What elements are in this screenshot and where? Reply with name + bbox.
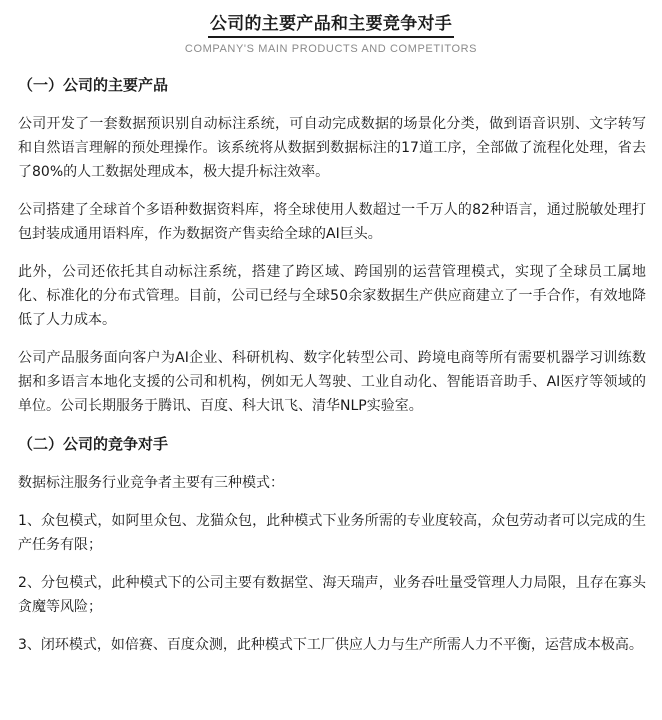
paragraph: 公司产品服务面向客户为AI企业、科研机构、数字化转型公司、跨境电商等所有需要机器学习训练数据和多语言本地化支援的公司和机构，例如无人驾驶、工业自动化、智能语音助手、AI医疗等领域的单位。公司长期服务于腾讯、百度、科大讯飞、清华NLP实验室。	[18, 350, 646, 414]
paragraph: 3、闭环模式，如倍赛、百度众测，此种模式下工厂供应人力与生产所需人力不平衡，运营成本极高。	[18, 637, 643, 653]
paragraph: 数据标注服务行业竞争者主要有三种模式：	[18, 475, 284, 491]
document-body	[18, 73, 646, 671]
section-heading-products: （一）公司的主要产品	[18, 76, 169, 94]
paragraph: 2、分包模式，此种模式下的公司主要有数据堂、海天瑞声，业务吞吐量受管理人力局限，且存在寡头贪魔等风险；	[18, 575, 646, 615]
paragraph: 公司搭建了全球首个多语种数据资料库，将全球使用人数超过一千万人的82种语言，通过脱敏处理打包封装成通用语料库，作为数据资产售卖给全球的AI巨头。	[18, 202, 646, 242]
title-block	[0, 9, 662, 55]
page-title: 公司的主要产品和主要竞争对手	[208, 9, 454, 38]
paragraph: 公司开发了一套数据预识别自动标注系统，可自动完成数据的场景化分类，做到语音识别、文字转写和自然语言理解的预处理操作。该系统将从数据到数据标注的17道工序，全部做了流程化处理，省去了80%的人工数据处理成本，极大提升标注效率。	[18, 116, 646, 180]
page-subtitle: COMPANY'S MAIN PRODUCTS AND COMPETITORS	[184, 43, 478, 55]
paragraph: 此外，公司还依托其自动标注系统，搭建了跨区域、跨国别的运营管理模式，实现了全球员工属地化、标准化的分布式管理。目前，公司已经与全球50余家数据生产供应商建立了一手合作，有效地降低了人力成本。	[18, 264, 646, 328]
section-heading-competitors: （二）公司的竞争对手	[18, 435, 169, 453]
paragraph: 1、众包模式，如阿里众包、龙猫众包，此种模式下业务所需的专业度较高，众包劳动者可以完成的生产任务有限；	[18, 513, 646, 553]
